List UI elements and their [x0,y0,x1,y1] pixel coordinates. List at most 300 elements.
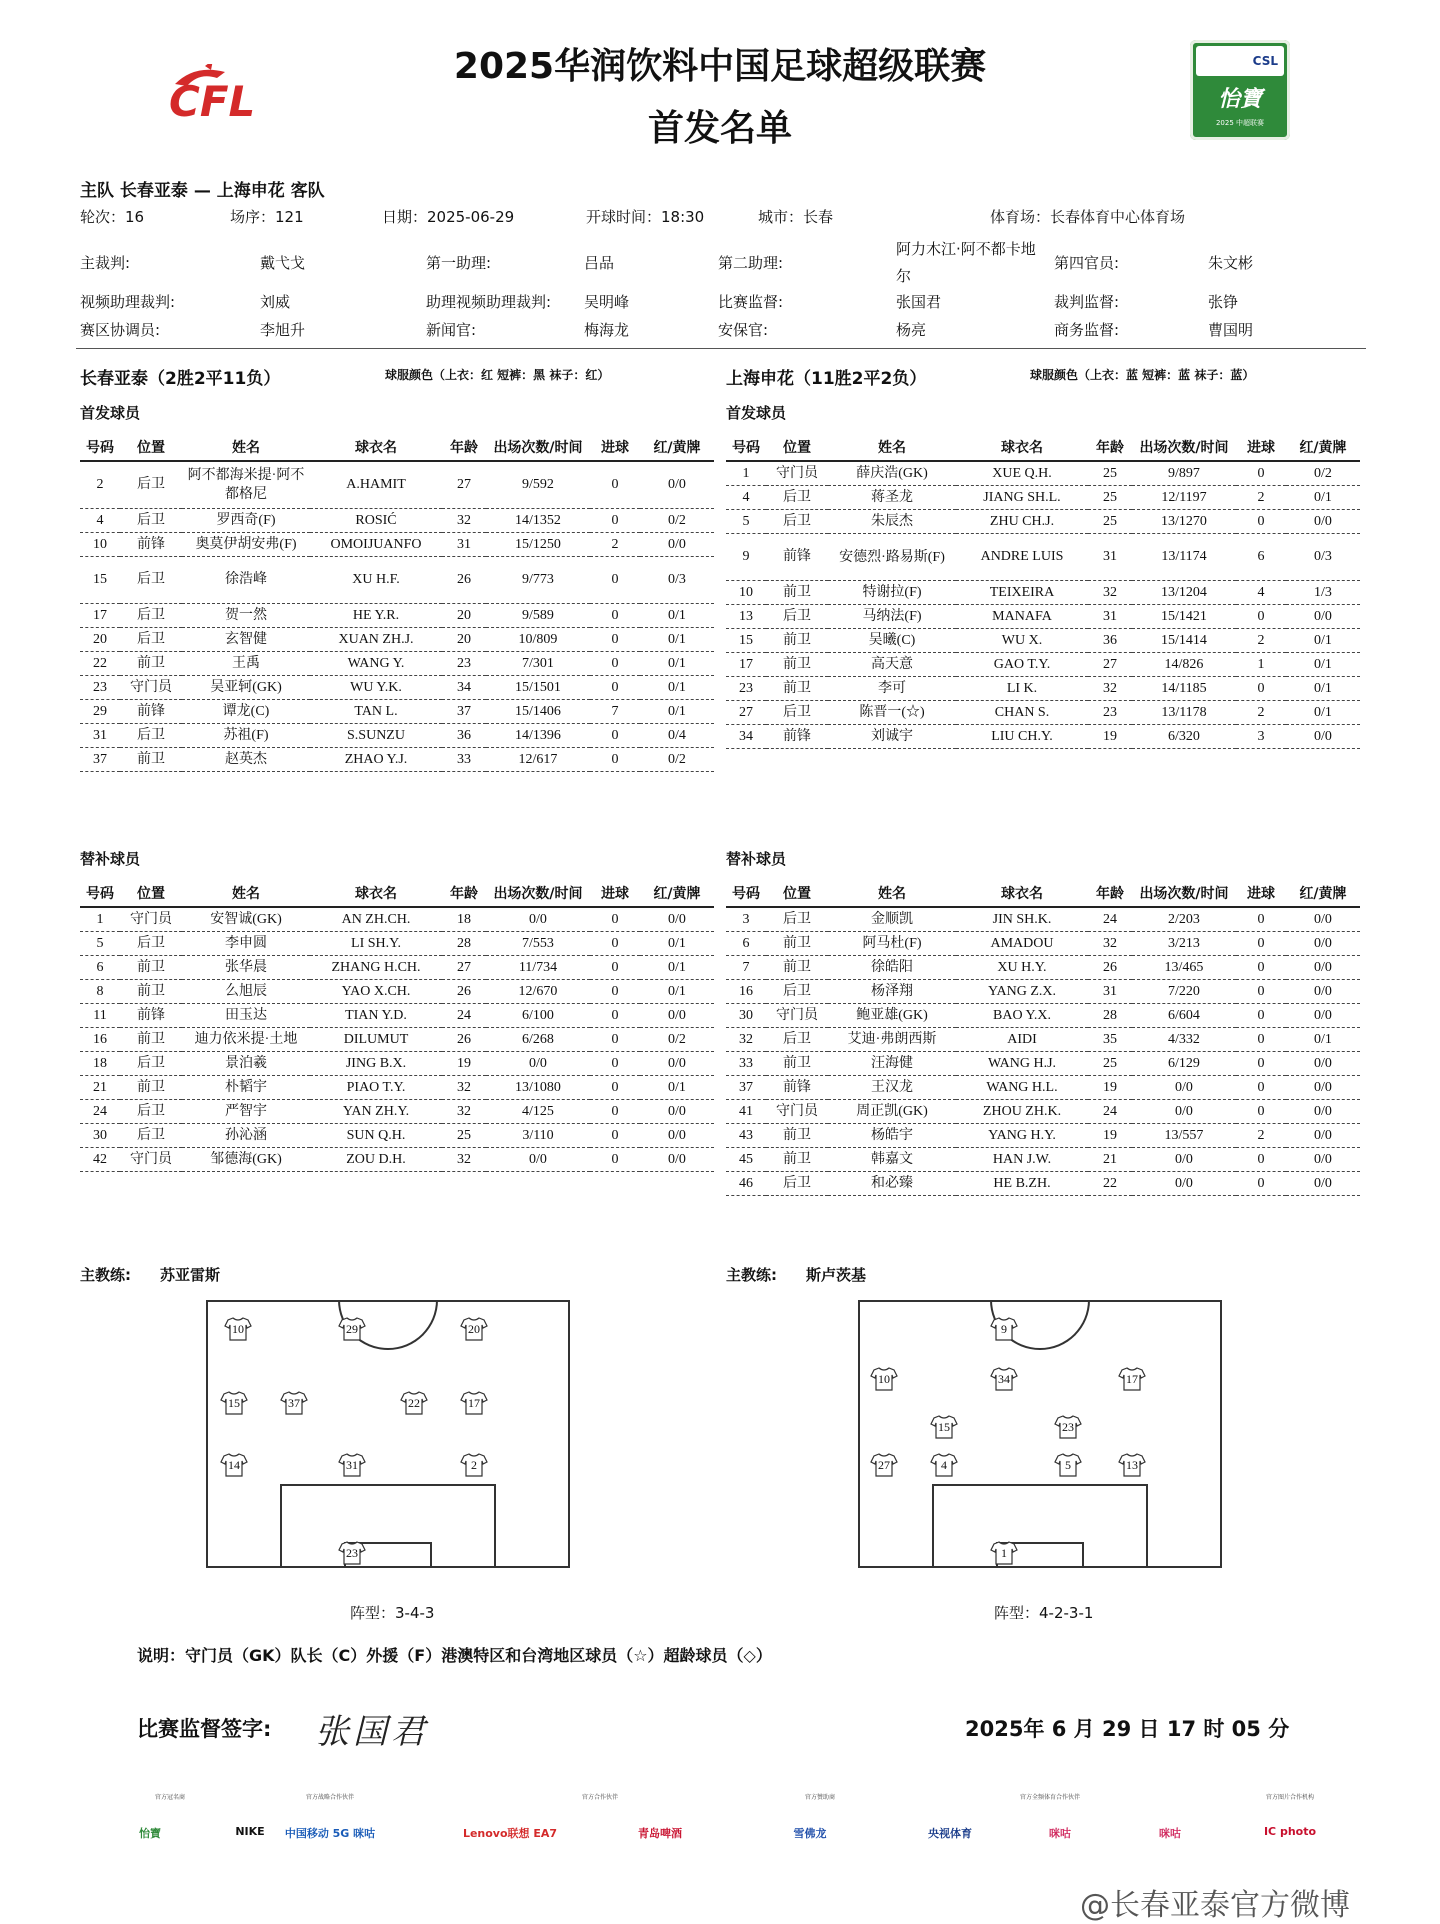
cell-cards: 0/0 [1286,956,1360,980]
cell-age: 26 [1088,956,1132,980]
legend-note: 说明：守门员（GK）队长（C）外援（F）港澳特区和台湾地区球员（☆）超龄球员（◇） [137,1646,772,1665]
cell-age: 19 [442,1052,486,1076]
table-row [726,461,1360,486]
cell-appearances: 13/1174 [1132,534,1236,581]
cell-cards: 0/0 [640,1124,714,1148]
cell-goals: 2 [590,533,640,557]
cell-name: 杨泽翔 [828,980,956,1004]
cell-number: 2 [80,461,120,509]
jersey-icon [400,1390,428,1416]
cell-cards: 0/1 [640,980,714,1004]
cell-name: 和必臻 [828,1172,956,1196]
cell-number: 6 [726,932,766,956]
cell-name: 迪力依米提·土地 [182,1028,310,1052]
cell-cards: 1/3 [1286,581,1360,605]
jersey-number: 15 [228,1396,240,1410]
cell-position: 前卫 [766,629,828,653]
cell-shirt-name: XU H.Y. [956,956,1088,980]
cell-shirt-name: HAN J.W. [956,1148,1088,1172]
cell-goals: 0 [590,932,640,956]
cell-cards: 0/0 [1286,1100,1360,1124]
sponsor-logo: Lenovo联想 EA7 [462,1827,558,1840]
table-row [80,557,714,604]
cell-goals: 3 [1236,725,1286,749]
cell-name: 周正凯(GK) [828,1100,956,1124]
cell-number: 6 [80,956,120,980]
cell-cards: 0/0 [640,1148,714,1172]
avar-label: 助理视频助理裁判: [426,293,552,311]
cell-appearances: 0/0 [1132,1100,1236,1124]
cell-shirt-name: YANG Z.X. [956,980,1088,1004]
cell-goals: 0 [590,1148,640,1172]
cell-age: 25 [1088,1052,1132,1076]
cell-number: 16 [726,980,766,1004]
cell-age: 31 [1088,534,1132,581]
jersey-number: 14 [228,1458,240,1472]
cell-cards: 0/1 [1286,486,1360,510]
cell-cards: 0/0 [1286,1076,1360,1100]
cell-goals: 0 [590,604,640,628]
cell-cards: 0/2 [1286,461,1360,486]
away-starters-label: 首发球员 [726,404,787,422]
home-coach-label: 主教练: [80,1266,131,1284]
cell-age: 24 [442,1004,486,1028]
cell-number: 29 [80,700,120,724]
cell-name: 马纳法(F) [828,605,956,629]
column-header-goals: 进球 [1236,880,1286,907]
away-formation: 阵型：4-2-3-1 [994,1604,1094,1622]
cell-number: 17 [80,604,120,628]
sponsor-logo: 中国移动 5G 咪咕 [284,1827,376,1840]
jersey-icon [1118,1452,1146,1478]
cell-number: 24 [80,1100,120,1124]
table-row [80,1100,714,1124]
kickoff-time: 开球时间：18:30 [586,208,705,226]
cell-name: 朱辰杰 [828,510,956,534]
cell-goals: 0 [1236,1148,1286,1172]
cell-appearances: 0/0 [486,1052,590,1076]
jersey-number: 17 [468,1396,480,1410]
cell-goals: 0 [590,1028,640,1052]
cell-age: 32 [1088,932,1132,956]
column-header-cards: 红/黄牌 [640,880,714,907]
column-header-age: 年龄 [442,880,486,907]
column-header-shirt-name: 球衣名 [956,434,1088,461]
column-header-appearances: 出场次数/时间 [1132,434,1236,461]
cell-position: 后卫 [120,1100,182,1124]
table-row [80,1052,714,1076]
cell-number: 37 [80,748,120,772]
column-header-position: 位置 [766,434,828,461]
sponsor-role: 官方赞助商 [804,1794,835,1801]
away-coach-label: 主教练: [726,1266,777,1284]
referee: 戴弋戈 [260,254,306,272]
cell-appearances: 0/0 [486,1148,590,1172]
table-row [726,510,1360,534]
cell-goals: 0 [590,628,640,652]
cell-age: 21 [1088,1148,1132,1172]
sponsor-role: 官方图片合作机构 [1265,1794,1314,1801]
cell-age: 23 [442,652,486,676]
cell-position: 后卫 [120,509,182,533]
cell-name: 贺一然 [182,604,310,628]
cell-number: 31 [80,724,120,748]
page-title: 2025华润饮料中国足球超级联赛 [453,46,987,87]
cell-shirt-name: YAN ZH.Y. [310,1100,442,1124]
cell-number: 21 [80,1076,120,1100]
cell-appearances: 10/809 [486,628,590,652]
table-row [80,628,714,652]
cell-number: 10 [80,533,120,557]
column-header-cards: 红/黄牌 [1286,880,1360,907]
cell-position: 守门员 [766,461,828,486]
jersey-number: 34 [998,1372,1010,1386]
cell-cards: 0/0 [1286,1172,1360,1196]
stadium: 体育场：长春体育中心体育场 [990,208,1186,226]
column-header-shirt-name: 球衣名 [310,880,442,907]
cell-cards: 0/1 [640,932,714,956]
cell-shirt-name: ZOU D.H. [310,1148,442,1172]
table-row [726,1100,1360,1124]
ar2-line1: 阿力木江·阿不都卡地 [896,240,1036,258]
table-row [726,581,1360,605]
commercial-supervisor: 曹国明 [1208,321,1254,339]
cell-appearances: 13/465 [1132,956,1236,980]
cell-number: 16 [80,1028,120,1052]
sponsor-role: 官方冠名商 [154,1794,185,1801]
cell-name: 徐皓阳 [828,956,956,980]
column-header-cards: 红/黄牌 [640,434,714,461]
column-header-name: 姓名 [182,880,310,907]
cell-cards: 0/0 [640,461,714,509]
cell-shirt-name: MANAFA [956,605,1088,629]
cell-appearances: 0/0 [1132,1172,1236,1196]
cell-shirt-name: BAO Y.X. [956,1004,1088,1028]
cell-age: 28 [1088,1004,1132,1028]
cell-age: 26 [442,557,486,604]
cell-name: 金顺凯 [828,907,956,932]
jersey-number: 4 [941,1458,947,1472]
cell-goals: 0 [590,748,640,772]
jersey-number: 27 [878,1458,890,1472]
column-header-position: 位置 [120,880,182,907]
cell-position: 前卫 [766,1148,828,1172]
jersey-icon [338,1452,366,1478]
jersey-icon [220,1452,248,1478]
column-header-goals: 进球 [1236,434,1286,461]
cell-shirt-name: ZHAO Y.J. [310,748,442,772]
cell-appearances: 14/1185 [1132,677,1236,701]
match-date: 日期：2025-06-29 [382,208,515,226]
cell-name: 景泊羲 [182,1052,310,1076]
cell-appearances: 6/129 [1132,1052,1236,1076]
cell-position: 前卫 [766,1124,828,1148]
jersey-number: 23 [346,1546,358,1560]
cell-number: 45 [726,1148,766,1172]
table-row [80,1124,714,1148]
cell-name: 罗西奇(F) [182,509,310,533]
cell-age: 34 [442,676,486,700]
cell-number: 1 [80,907,120,932]
cell-goals: 0 [1236,677,1286,701]
cell-number: 22 [80,652,120,676]
cell-goals: 0 [1236,1100,1286,1124]
sponsor-logo: 央视体育 [928,1827,972,1840]
cell-goals: 0 [590,1052,640,1076]
cell-position: 前卫 [766,677,828,701]
cell-name: 杨皓宇 [828,1124,956,1148]
cell-age: 32 [1088,581,1132,605]
cell-position: 前卫 [120,1028,182,1052]
table-row [726,1148,1360,1172]
cell-number: 27 [726,701,766,725]
cell-shirt-name: YAO X.CH. [310,980,442,1004]
cell-name: 蒋圣龙 [828,486,956,510]
cell-number: 5 [726,510,766,534]
table-row [80,461,714,509]
cell-goals: 0 [590,461,640,509]
cell-cards: 0/0 [640,1100,714,1124]
signature-date: 2025年 6 月 29 日 17 时 05 分 [965,1717,1290,1741]
cell-position: 守门员 [766,1100,828,1124]
cell-goals: 0 [590,652,640,676]
cell-position: 前卫 [766,956,828,980]
away-coach: 斯卢茨基 [806,1266,867,1284]
cell-age: 25 [1088,510,1132,534]
cell-shirt-name: TIAN Y.D. [310,1004,442,1028]
table-row [726,1028,1360,1052]
cell-position: 前锋 [120,533,182,557]
table-row [80,509,714,533]
sponsor-logo: IC photo [1263,1825,1317,1838]
cell-position: 前锋 [120,700,182,724]
home-subs-table [80,880,714,1172]
cell-age: 32 [442,1148,486,1172]
jersey-icon [338,1540,366,1566]
referee-supervisor: 张铮 [1208,293,1239,311]
jersey-icon [1054,1452,1082,1478]
cell-shirt-name: JIN SH.K. [956,907,1088,932]
jersey-number: 29 [346,1322,358,1336]
cell-name: 苏祖(F) [182,724,310,748]
cell-name: 赵英杰 [182,748,310,772]
table-row [726,701,1360,725]
cell-cards: 0/1 [1286,653,1360,677]
cell-appearances: 11/734 [486,956,590,980]
cell-cards: 0/0 [1286,932,1360,956]
cell-name: 安德烈·路易斯(F) [828,534,956,581]
away-team-name: 上海申花（11胜2平2负） [726,369,927,389]
cell-position: 前锋 [766,1076,828,1100]
cell-age: 33 [442,748,486,772]
match-number: 场序：121 [230,208,304,226]
divider [76,348,1366,349]
cell-appearances: 15/1421 [1132,605,1236,629]
cell-age: 19 [1088,725,1132,749]
jersey-number: 23 [1062,1420,1074,1434]
jersey-number: 31 [346,1458,358,1472]
cell-cards: 0/1 [640,676,714,700]
cell-position: 后卫 [766,486,828,510]
cell-position: 守门员 [120,1148,182,1172]
cell-name: 高天意 [828,653,956,677]
cell-goals: 2 [1236,486,1286,510]
cell-name: 韩嘉文 [828,1148,956,1172]
table-row [726,534,1360,581]
cell-age: 35 [1088,1028,1132,1052]
cell-shirt-name: LI K. [956,677,1088,701]
away-kit-colors: 球服颜色（上衣：蓝 短裤：蓝 袜子：蓝） [1030,368,1255,382]
away-formation-pitch [858,1300,1222,1568]
cell-age: 32 [442,1100,486,1124]
cell-appearances: 13/1080 [486,1076,590,1100]
cell-cards: 0/1 [1286,629,1360,653]
cell-appearances: 12/617 [486,748,590,772]
cell-shirt-name: A.HAMIT [310,461,442,509]
sponsor-logo: 青岛啤酒 [638,1827,682,1840]
cell-cards: 0/2 [640,1028,714,1052]
cell-position: 后卫 [120,932,182,956]
cell-goals: 0 [590,980,640,1004]
svg-text:CFL: CFL [169,77,256,126]
cell-goals: 0 [1236,1004,1286,1028]
cell-name: 薛庆浩(GK) [828,461,956,486]
cell-appearances: 3/110 [486,1124,590,1148]
column-header-position: 位置 [120,434,182,461]
jersey-number: 10 [878,1372,890,1386]
cell-name: 么旭辰 [182,980,310,1004]
column-header-goals: 进球 [590,434,640,461]
cell-goals: 0 [590,907,640,932]
cell-goals: 2 [1236,701,1286,725]
jersey-number: 13 [1126,1458,1138,1472]
cell-name: 王汉龙 [828,1076,956,1100]
cell-cards: 0/2 [640,748,714,772]
cell-age: 19 [1088,1124,1132,1148]
cell-number: 43 [726,1124,766,1148]
cell-number: 4 [726,486,766,510]
cell-number: 42 [80,1148,120,1172]
fourth-official-label: 第四官员: [1054,254,1120,272]
cell-appearances: 0/0 [486,907,590,932]
table-row [726,1076,1360,1100]
home-coach: 苏亚雷斯 [160,1266,221,1284]
cell-goals: 0 [1236,907,1286,932]
press-officer: 梅海龙 [584,321,630,339]
cell-cards: 0/4 [640,724,714,748]
cell-appearances: 9/773 [486,557,590,604]
cell-goals: 0 [1236,932,1286,956]
cell-age: 31 [442,533,486,557]
jersey-icon [224,1316,252,1342]
table-row [726,932,1360,956]
cell-position: 后卫 [120,1124,182,1148]
cell-number: 13 [726,605,766,629]
jersey-number: 10 [232,1322,244,1336]
column-header-appearances: 出场次数/时间 [1132,880,1236,907]
cell-position: 前锋 [766,725,828,749]
cell-age: 22 [1088,1172,1132,1196]
cell-name: 安智诚(GK) [182,907,310,932]
cell-shirt-name: WU Y.K. [310,676,442,700]
column-header-age: 年龄 [442,434,486,461]
cell-appearances: 13/557 [1132,1124,1236,1148]
cell-goals: 0 [1236,1028,1286,1052]
cell-goals: 0 [1236,1172,1286,1196]
table-row [726,1172,1360,1196]
cell-number: 1 [726,461,766,486]
home-formation: 阵型：3-4-3 [350,1604,435,1622]
cell-age: 31 [1088,980,1132,1004]
jersey-icon [338,1316,366,1342]
cell-cards: 0/0 [1286,605,1360,629]
cell-shirt-name: SUN Q.H. [310,1124,442,1148]
cell-cards: 0/0 [1286,1148,1360,1172]
column-header-number: 号码 [726,880,766,907]
column-header-number: 号码 [80,434,120,461]
cell-name: 玄智健 [182,628,310,652]
cell-name: 吴亚轲(GK) [182,676,310,700]
table-row [726,980,1360,1004]
cell-name: 鲍亚雄(GK) [828,1004,956,1028]
cell-number: 41 [726,1100,766,1124]
jersey-icon [460,1316,488,1342]
cell-age: 25 [442,1124,486,1148]
cell-goals: 0 [1236,1076,1286,1100]
table-row [80,1004,714,1028]
page-subtitle: 首发名单 [647,108,792,149]
cell-appearances: 3/213 [1132,932,1236,956]
cell-shirt-name: LIU CH.Y. [956,725,1088,749]
cell-shirt-name: S.SUNZU [310,724,442,748]
cell-name: 徐浩峰 [182,557,310,604]
cell-position: 后卫 [120,628,182,652]
jersey-number: 22 [408,1396,420,1410]
var-label: 视频助理裁判: [80,293,176,311]
cell-position: 前卫 [766,1052,828,1076]
cell-name: 田玉达 [182,1004,310,1028]
cell-position: 后卫 [766,1172,828,1196]
referee-supervisor-label: 裁判监督: [1054,293,1120,311]
table-row [726,486,1360,510]
security-officer-label: 安保官: [718,321,769,339]
cell-age: 27 [1088,653,1132,677]
cell-position: 后卫 [766,1028,828,1052]
jersey-icon [280,1390,308,1416]
cell-shirt-name: WANG H.J. [956,1052,1088,1076]
jersey-icon [870,1366,898,1392]
commercial-supervisor-label: 商务监督: [1054,321,1120,339]
cell-goals: 2 [1236,1124,1286,1148]
cell-shirt-name: ROSIĆ [310,509,442,533]
cell-appearances: 7/220 [1132,980,1236,1004]
cell-appearances: 0/0 [1132,1148,1236,1172]
cell-appearances: 0/0 [1132,1076,1236,1100]
cell-name: 李申圆 [182,932,310,956]
cell-goals: 1 [1236,653,1286,677]
cell-shirt-name: HE B.ZH. [956,1172,1088,1196]
signature: 张国君 [315,1712,429,1752]
round: 轮次：16 [80,208,145,226]
cell-goals: 0 [1236,605,1286,629]
ar2-line2: 尔 [896,267,912,285]
cell-goals: 0 [1236,461,1286,486]
matchup: 主队 长春亚泰 — 上海申花 客队 [80,181,325,201]
cell-cards: 0/0 [640,1004,714,1028]
cell-number: 3 [726,907,766,932]
cell-shirt-name: HE Y.R. [310,604,442,628]
home-starters-label: 首发球员 [80,404,141,422]
